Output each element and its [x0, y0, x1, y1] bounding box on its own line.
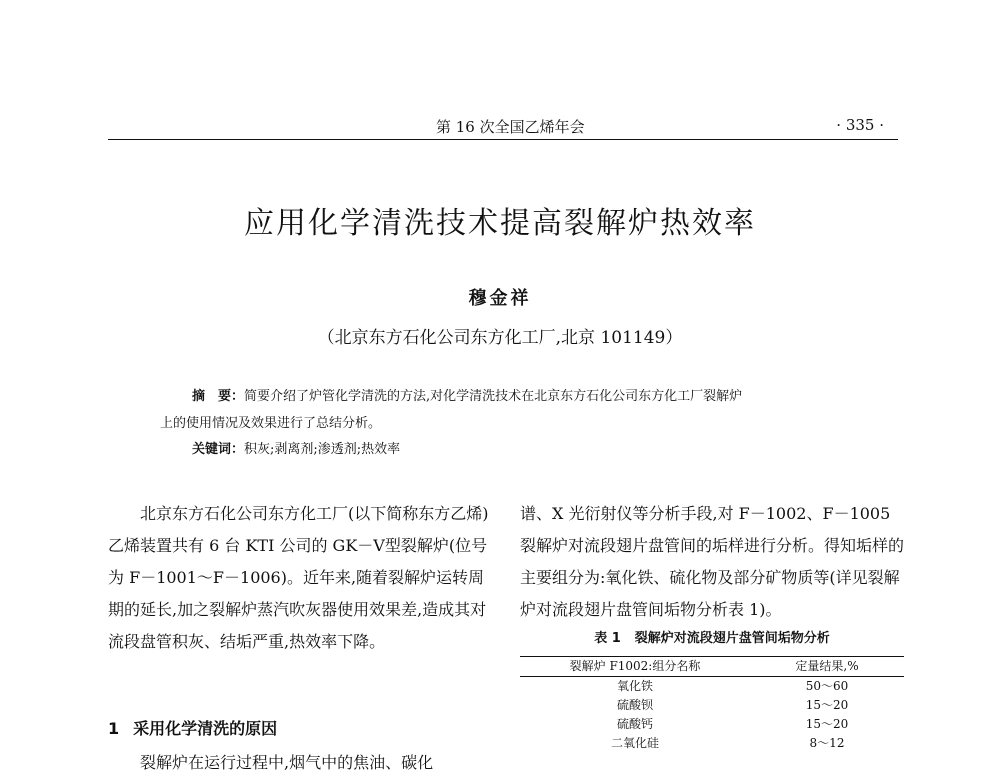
abstract	[160, 383, 860, 437]
abstract-label: 摘 要：	[192, 389, 245, 404]
table-1	[520, 656, 904, 753]
keywords	[192, 438, 400, 457]
section-number: 1	[108, 719, 120, 738]
running-header	[108, 116, 898, 138]
keywords-label: 关键词：	[192, 442, 245, 457]
right-column	[520, 498, 904, 626]
page-number: · 335 ·	[836, 116, 884, 134]
keywords-text: 积灰;剥离剂;渗透剂;热效率	[244, 442, 401, 457]
section-title: 采用化学清洗的原因	[133, 719, 278, 738]
table-header-cell: 定量结果,%	[795, 659, 859, 673]
author: 穆金祥	[468, 288, 532, 309]
table-cell: 二氧化硅	[610, 736, 659, 750]
table-row	[520, 677, 904, 696]
left-column	[108, 498, 493, 658]
affiliation: （北京东方石化公司东方化工厂,北京 101149）	[317, 328, 683, 348]
table-row	[520, 734, 904, 753]
table-header-row	[520, 657, 904, 676]
table-row	[520, 696, 904, 715]
table-cell: 50～60	[805, 679, 849, 693]
abstract-text-2: 上的使用情况及效果进行了总结分析。	[160, 416, 382, 431]
table-header-cell: 裂解炉 F1002:组分名称	[569, 659, 701, 673]
table-title: 裂解炉对流段翅片盘管间垢物分析	[634, 631, 830, 646]
analysis-paragraph: 谱、X 光衍射仪等分析手段,对 F－1002、F－1005 裂解炉对流段翅片盘管间的垢样进行分析。得知垢样的主要组分为:氧化铁、硫化物及部分矿物质等(详见裂解炉对流段翅片盘管间垢物分析表 1)。	[520, 504, 905, 619]
table-caption	[520, 627, 904, 646]
table-cell: 8～12	[809, 736, 845, 750]
abstract-text-1: 简要介绍了炉管化学清洗的方法,对化学清洗技术在北京东方石化公司东方化工厂裂解炉	[244, 389, 743, 404]
table-cell: 硫酸钡	[616, 698, 653, 712]
table-number: 表 1	[594, 631, 621, 646]
table-row	[520, 715, 904, 734]
table-cell: 15～20	[805, 717, 849, 731]
intro-paragraph: 北京东方石化公司东方化工厂(以下简称东方乙烯)乙烯装置共有 6 台 KTI 公司的 GK－Ⅴ型裂解炉(位号为 F－1001～F－1006)。近年来,随着裂解炉运转周期的延长,加之裂解炉蒸汽吹灰器使用效果差,造成其对流段盘管积灰、结垢严重,热效率下降。	[108, 504, 489, 651]
table-cell: 硫酸钙	[616, 717, 653, 731]
table-cell: 氧化铁	[616, 679, 653, 693]
paper-title: 应用化学清洗技术提高裂解炉热效率	[244, 206, 756, 241]
header-rule	[108, 139, 898, 140]
conference-name: 第 16 次全国乙烯年会	[436, 118, 585, 136]
section-first-line: 裂解炉在运行过程中,烟气中的焦油、碳化	[140, 753, 434, 772]
table-cell: 15～20	[805, 698, 849, 712]
section-heading	[108, 716, 277, 739]
